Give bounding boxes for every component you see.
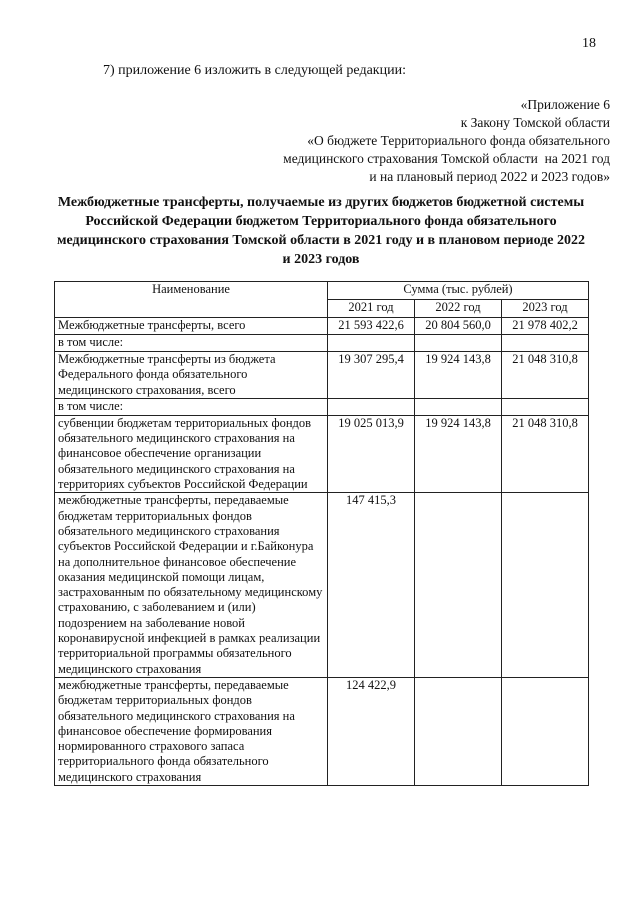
table-row [55, 415, 589, 492]
intro-paragraph: 7) приложение 6 изложить в следующей редакции: [103, 63, 406, 78]
budget-table [54, 281, 589, 786]
row-value-2022 [415, 398, 502, 415]
row-value-2023 [502, 398, 589, 415]
row-value-2021 [328, 398, 415, 415]
table-row [55, 677, 589, 785]
row-value-2021: 21 593 422,6 [328, 318, 415, 335]
appendix-line: «Приложение 6 [520, 97, 610, 112]
table-row [55, 352, 589, 399]
table-row [55, 335, 589, 352]
table-row [55, 318, 589, 335]
appendix-line: и на плановый период 2022 и 2023 годов» [369, 169, 610, 184]
row-name: в том числе: [55, 335, 328, 352]
row-value-2023: 21 048 310,8 [502, 352, 589, 399]
header-year: 2022 год [415, 300, 502, 318]
row-value-2023 [502, 335, 589, 352]
row-value-2022: 20 804 560,0 [415, 318, 502, 335]
row-name: Межбюджетные трансферты из бюджета Федерального фонда обязательного медицинского страхования, всего [55, 352, 328, 399]
header-year: 2021 год [328, 300, 415, 318]
row-value-2021: 147 415,3 [328, 493, 415, 678]
row-value-2021: 124 422,9 [328, 677, 415, 785]
header-sum: Сумма (тыс. рублей) [328, 282, 589, 300]
header-year: 2023 год [502, 300, 589, 318]
row-value-2021: 19 025 013,9 [328, 415, 415, 492]
row-value-2023: 21 978 402,2 [502, 318, 589, 335]
row-value-2023 [502, 493, 589, 678]
row-name: Межбюджетные трансферты, всего [55, 318, 328, 335]
row-value-2022 [415, 677, 502, 785]
row-value-2021: 19 307 295,4 [328, 352, 415, 399]
appendix-header [283, 96, 610, 186]
appendix-line: к Закону Томской области [460, 115, 610, 130]
row-value-2023: 21 048 310,8 [502, 415, 589, 492]
row-value-2022: 19 924 143,8 [415, 415, 502, 492]
table-row [55, 493, 589, 678]
row-name: межбюджетные трансферты, передаваемые бюджетам территориальных фондов обязательного медицинского страхования субъектов Российской Федерации и г.Байконура на дополнительное финансовое обеспечение оказания медицинской помощи лицам, застрахованным по обязательному медицинскому страхованию, с заболеванием и (или) подозрением на заболевание новой коронавирусной инфекцией в рамках реализации территориальной программы обязательного медицинского страхования [55, 493, 328, 678]
row-name: межбюджетные трансферты, передаваемые бюджетам территориальных фондов обязательного медицинского страхования на финансовое обеспечение формирования нормированного страхового запаса территориального фонда обязательного медицинского страхования [55, 677, 328, 785]
row-value-2022 [415, 335, 502, 352]
appendix-line: медицинского страхования Томской области на 2021 год [283, 151, 610, 166]
appendix-line: «О бюджете Территориального фонда обязательного [307, 133, 610, 148]
table-row [55, 398, 589, 415]
row-name: в том числе: [55, 398, 328, 415]
header-name: Наименование [55, 282, 328, 318]
row-value-2022 [415, 493, 502, 678]
row-value-2021 [328, 335, 415, 352]
document-title: Межбюджетные трансферты, получаемые из других бюджетов бюджетной системы Российской Федерации бюджетом Территориального фонда обязательного медицинского страхования Томской области в 2021 году и в плановом периоде 2022 и 2023 годов [56, 195, 586, 267]
row-value-2023 [502, 677, 589, 785]
row-value-2022: 19 924 143,8 [415, 352, 502, 399]
page-number: 18 [582, 36, 596, 51]
row-name: субвенции бюджетам территориальных фондов обязательного медицинского страхования на финансовое обеспечение организации обязательного медицинского страхования на территориях субъектов Российской Федерации [55, 415, 328, 492]
